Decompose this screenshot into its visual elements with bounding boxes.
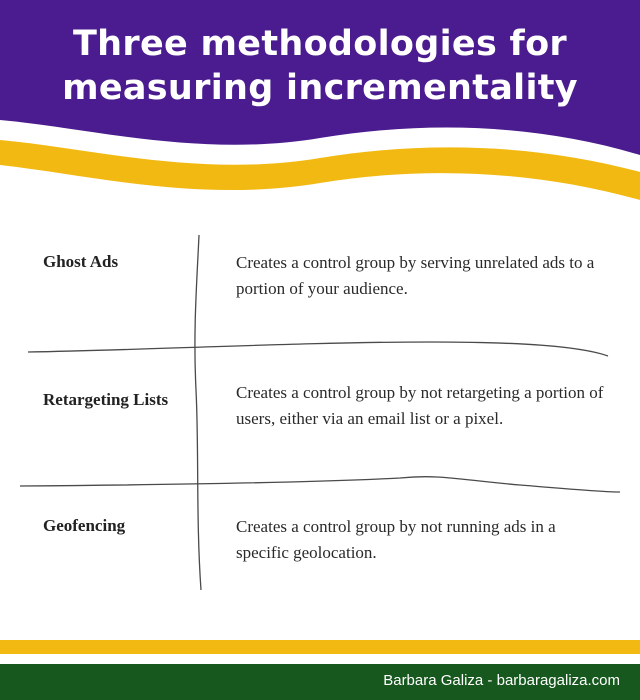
horizontal-divider-line-1: [28, 342, 608, 356]
methodology-term: Ghost Ads: [43, 252, 119, 271]
page-title-line-2: measuring incrementality: [62, 68, 578, 108]
page-title-line-1: Three methodologies for: [73, 24, 567, 64]
methodology-description: Creates a control group by serving unrelated ads to a portion of your audience.: [236, 253, 595, 298]
footer-credit: Barbara Galiza - barbaragaliza.com: [383, 672, 620, 689]
footer-bar: [0, 664, 640, 700]
vertical-divider-line: [195, 235, 201, 590]
methodology-description: Creates a control group by not retargeting a portion of users, either via an email list or a pixel.: [236, 383, 604, 428]
page-title: [0, 22, 640, 110]
methodology-term: Geofencing: [43, 516, 126, 535]
header-banner: [0, 0, 640, 200]
header-yellow-wave: [0, 140, 640, 200]
footer-yellow-stripe: [0, 640, 640, 654]
horizontal-divider-line-2: [20, 477, 620, 492]
methodology-term: Retargeting Lists: [43, 390, 169, 409]
methodology-description: Creates a control group by not running ads in a specific geolocation.: [236, 517, 556, 562]
